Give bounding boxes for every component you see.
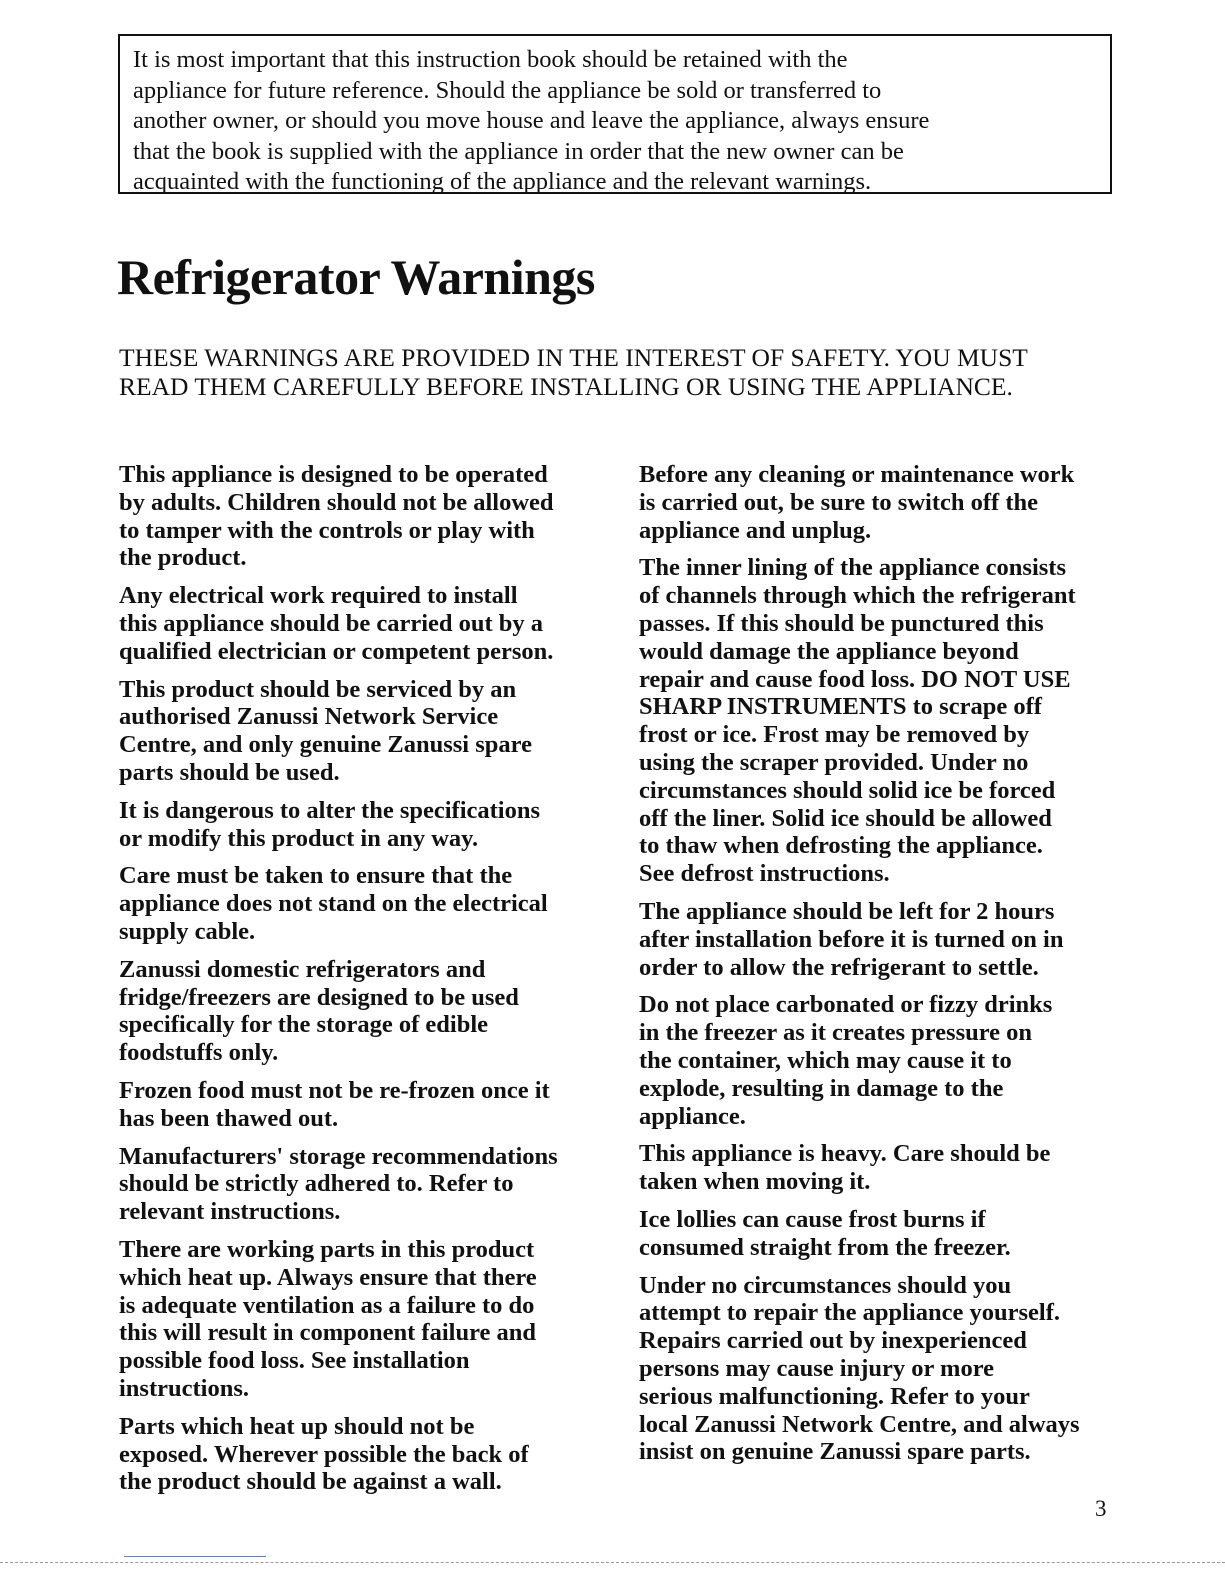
paragraph-line: Do not place carbonated or fizzy drinks — [639, 991, 1053, 1019]
paragraph-line: after installation before it is turned on in — [639, 925, 1064, 953]
intro-line: THESE WARNINGS ARE PROVIDED IN THE INTEREST OF SAFETY. YOU MUST — [119, 343, 1028, 372]
paragraph-line: fridge/freezers are designed to be used — [119, 983, 519, 1011]
paragraph-line: persons may cause injury or more — [639, 1354, 994, 1382]
paragraph-line: order to allow the refrigerant to settle. — [639, 953, 1039, 981]
paragraph-line: in the freezer as it creates pressure on — [639, 1019, 1033, 1047]
footer-mark — [124, 1556, 266, 1557]
paragraph-line: would damage the appliance beyond — [639, 637, 1019, 665]
paragraph-line: is carried out, be sure to switch off the — [639, 488, 1038, 516]
paragraph-line: the product. — [119, 544, 247, 572]
paragraph-line: Zanussi domestic refrigerators and — [119, 955, 486, 983]
warning-paragraph — [119, 1077, 619, 1133]
paragraph-line: supply cable. — [119, 917, 256, 945]
warning-paragraph — [119, 862, 619, 945]
paragraph-line: which heat up. Always ensure that there — [119, 1263, 537, 1291]
notice-line: appliance for future reference. Should the appliance be sold or transferred to — [133, 76, 882, 104]
paragraph-line: repair and cause food loss. DO NOT USE — [639, 665, 1071, 693]
paragraph-line: authorised Zanussi Network Service — [119, 703, 499, 731]
paragraph-line: Centre, and only genuine Zanussi spare — [119, 731, 532, 759]
paragraph-line: appliance and unplug. — [639, 516, 872, 544]
paragraph-line: foodstuffs only. — [119, 1039, 279, 1067]
paragraph-line: to thaw when defrosting the appliance. — [639, 832, 1043, 860]
paragraph-line: taken when moving it. — [639, 1168, 871, 1196]
paragraph-line: There are working parts in this product — [119, 1235, 535, 1263]
paragraph-line: See defrost instructions. — [639, 860, 890, 888]
paragraph-line: of channels through which the refrigerant — [639, 582, 1076, 610]
paragraph-line: relevant instructions. — [119, 1198, 341, 1226]
warning-paragraph — [119, 797, 619, 853]
paragraph-line: has been thawed out. — [119, 1104, 339, 1132]
paragraph-line: should be strictly adhered to. Refer to — [119, 1170, 514, 1198]
warning-paragraph — [119, 1413, 619, 1496]
warning-paragraph — [119, 1236, 619, 1403]
notice-line: another owner, or should you move house and leave the appliance, always ensure — [133, 107, 930, 134]
warning-paragraph — [639, 554, 1139, 888]
paragraph-line: This appliance is heavy. Care should be — [639, 1140, 1051, 1168]
paragraph-line: Ice lollies can cause frost burns if — [639, 1205, 986, 1233]
paragraph-line: appliance. — [639, 1102, 746, 1130]
warning-paragraph — [639, 1140, 1139, 1196]
right-column — [639, 461, 1139, 1476]
paragraph-line: the product should be against a wall. — [119, 1468, 502, 1496]
paragraph-line: to tamper with the controls or play with — [119, 516, 535, 544]
paragraph-line: is adequate ventilation as a failure to do — [119, 1291, 535, 1319]
left-column — [119, 461, 619, 1506]
warning-paragraph — [119, 582, 619, 665]
paragraph-line: Manufacturers' storage recommendations — [119, 1142, 558, 1170]
warning-paragraph — [119, 676, 619, 787]
paragraph-line: Care must be taken to ensure that the — [119, 862, 513, 890]
paragraph-line: specifically for the storage of edible — [119, 1011, 489, 1039]
paragraph-line: this appliance should be carried out by a — [119, 609, 544, 637]
paragraph-line: Parts which heat up should not be — [119, 1412, 475, 1440]
paragraph-line: by adults. Children should not be allowed — [119, 488, 554, 516]
paragraph-line: Frozen food must not be re-frozen once it — [119, 1076, 550, 1104]
paragraph-line: circumstances should solid ice be forced — [639, 776, 1056, 804]
footer-divider — [0, 1562, 1225, 1563]
paragraph-line: using the scraper provided. Under no — [639, 748, 1029, 776]
paragraph-line: qualified electrician or competent person. — [119, 637, 554, 665]
paragraph-line: insist on genuine Zanussi spare parts. — [639, 1438, 1031, 1466]
paragraph-line: Repairs carried out by inexperienced — [639, 1327, 1027, 1355]
warning-paragraph — [639, 991, 1139, 1130]
warning-paragraph — [119, 461, 619, 572]
paragraph-line: This product should be serviced by an — [119, 675, 517, 703]
paragraph-line: off the liner. Solid ice should be allowed — [639, 804, 1052, 832]
paragraph-line: attempt to repair the appliance yourself. — [639, 1299, 1060, 1327]
paragraph-line: Before any cleaning or maintenance work — [639, 461, 1075, 488]
warning-paragraph — [639, 898, 1139, 981]
warning-paragraph — [639, 461, 1139, 544]
paragraph-line: passes. If this should be punctured this — [639, 609, 1044, 637]
paragraph-line: exposed. Wherever possible the back of — [119, 1440, 529, 1468]
notice-line: It is most important that this instruction book should be retained with the — [133, 46, 848, 73]
warning-paragraph — [639, 1272, 1139, 1467]
paragraph-line: appliance does not stand on the electrical — [119, 890, 548, 918]
paragraph-line: or modify this product in any way. — [119, 824, 479, 852]
paragraph-line: this will result in component failure and — [119, 1319, 537, 1347]
paragraph-line: Any electrical work required to install — [119, 582, 518, 610]
paragraph-line: The inner lining of the appliance consists — [639, 554, 1067, 582]
notice-line: acquainted with the functioning of the appliance and the relevant warnings. — [133, 168, 872, 195]
paragraph-line: instructions. — [119, 1374, 250, 1402]
safety-intro — [119, 343, 1028, 401]
page-number: 3 — [1095, 1496, 1107, 1521]
retention-notice-box — [118, 34, 1112, 194]
warning-paragraph — [119, 1143, 619, 1226]
paragraph-line: This appliance is designed to be operated — [119, 461, 548, 488]
warning-paragraph — [639, 1206, 1139, 1262]
paragraph-line: It is dangerous to alter the specifications — [119, 796, 541, 824]
paragraph-line: explode, resulting in damage to the — [639, 1074, 1004, 1102]
intro-line: READ THEM CAREFULLY BEFORE INSTALLING OR USING THE APPLIANCE. — [119, 372, 1013, 401]
paragraph-line: SHARP INSTRUMENTS to scrape off — [639, 693, 1042, 721]
paragraph-line: serious malfunctioning. Refer to your — [639, 1382, 1030, 1410]
paragraph-line: local Zanussi Network Centre, and always — [639, 1410, 1080, 1438]
warning-paragraph — [119, 956, 619, 1067]
notice-line: that the book is supplied with the appliance in order that the new owner can be — [133, 137, 904, 165]
paragraph-line: The appliance should be left for 2 hours — [639, 897, 1055, 925]
paragraph-line: parts should be used. — [119, 758, 340, 786]
paragraph-line: the container, which may cause it to — [639, 1046, 1012, 1074]
paragraph-line: Under no circumstances should you — [639, 1271, 1012, 1299]
paragraph-line: consumed straight from the freezer. — [639, 1233, 1011, 1261]
page-title: Refrigerator Warnings — [117, 249, 595, 305]
paragraph-line: frost or ice. Frost may be removed by — [639, 721, 1030, 749]
paragraph-line: possible food loss. See installation — [119, 1347, 470, 1375]
